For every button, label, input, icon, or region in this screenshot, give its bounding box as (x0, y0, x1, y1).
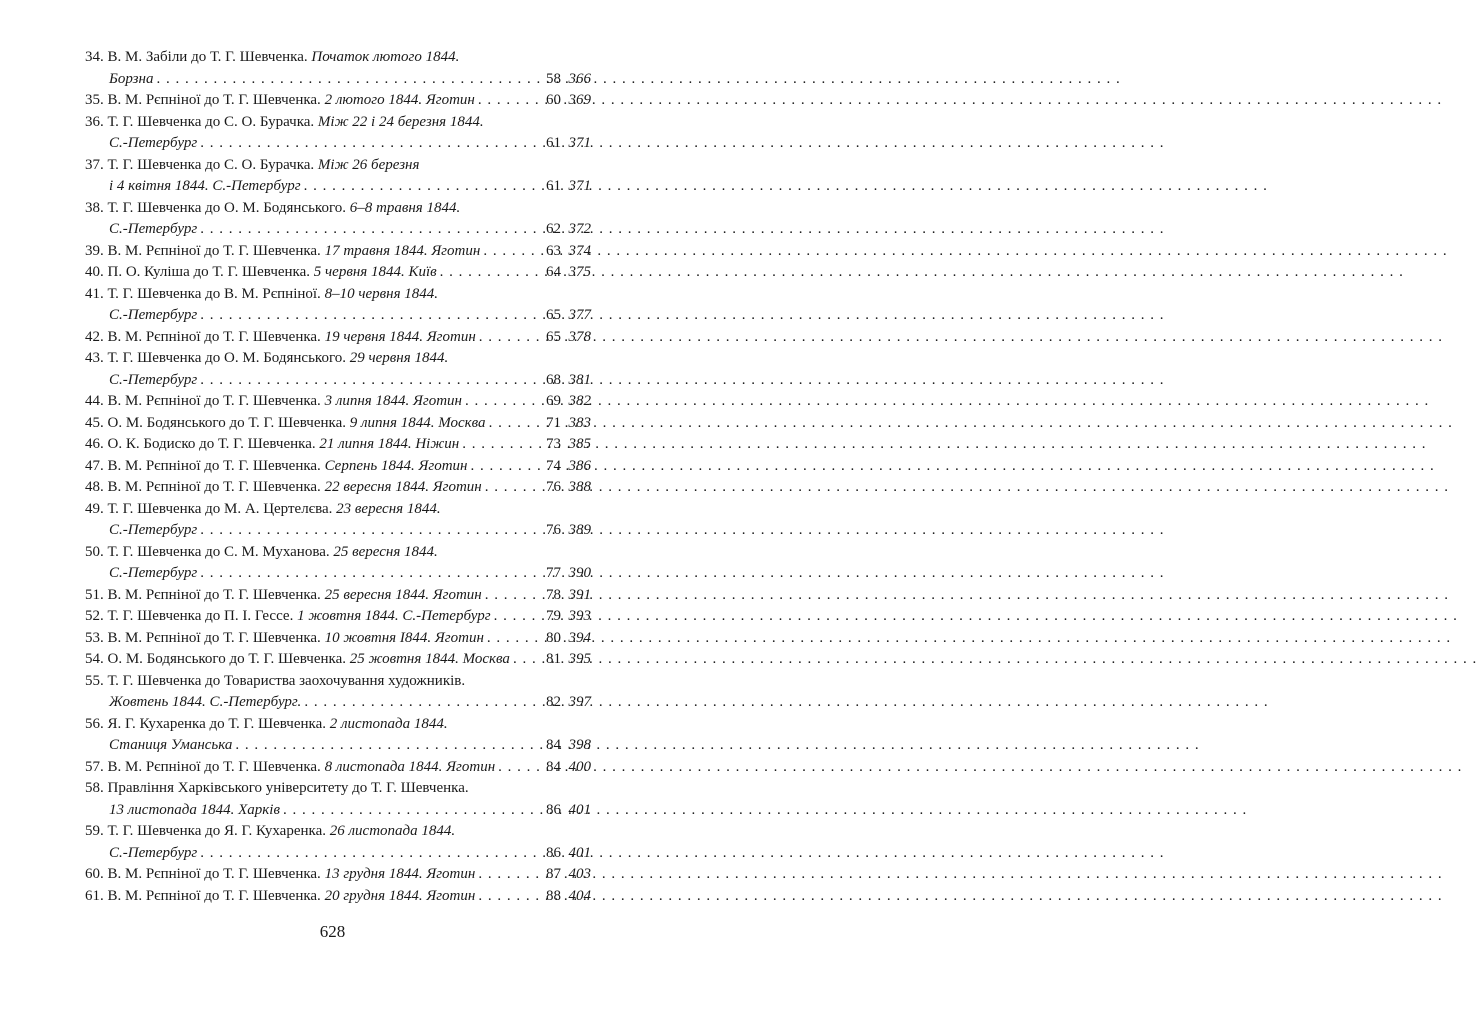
toc-entry (85, 585, 591, 607)
text-page-number: 76 (546, 522, 561, 538)
toc-entry-first-line (85, 628, 591, 650)
entry-date-place: Між 22 і 24 березня 1844. (317, 113, 484, 130)
commentary-page-number: 394 (568, 629, 591, 646)
entry-date-place-continued: Станиця Уманська (109, 737, 233, 753)
commentary-page-number: 401 (568, 801, 591, 818)
entry-correspondents: П. О. Куліша до Т. Г. Шевченка. (107, 264, 311, 280)
dot-leader (485, 585, 532, 607)
entry-number: 55. (85, 672, 104, 689)
entry-title (104, 864, 476, 886)
commentary-page-number: 377 (568, 307, 591, 323)
entry-title (104, 327, 476, 349)
entry-title (104, 348, 448, 370)
commentary-page-number: 401 (568, 844, 591, 861)
entry-title (104, 757, 495, 779)
dot-leader (283, 800, 532, 822)
entry-number: 61. (85, 887, 104, 904)
toc-entry-first-line (85, 284, 591, 306)
entry-title (104, 606, 491, 628)
toc-entry-first-line (85, 821, 591, 843)
dot-leader (156, 69, 532, 91)
entry-correspondents: Т. Г. Шевченка до С. М. Муханова. (107, 543, 330, 560)
entry-date-place: Початок лютого 1844. (311, 49, 460, 65)
toc-entry (85, 757, 591, 779)
entry-number: 34. (85, 49, 104, 65)
text-page-number: 65 (546, 307, 561, 323)
entry-date-place: 20 грудня 1844. Яготин (324, 887, 476, 904)
text-page-number: 84 (546, 758, 561, 775)
entry-date-place: 2 лютого 1844. Яготин (324, 92, 475, 108)
entry-title (104, 628, 484, 650)
entry-number: 46. (85, 436, 104, 452)
entry-correspondents: Т. Г. Шевченка до О. М. Бодянського. (107, 350, 346, 366)
toc-entry (85, 821, 591, 864)
text-page-number: 87 (546, 866, 561, 882)
toc-entry-first-line (85, 671, 591, 693)
entry-date-place: 2 листопада 1844. (329, 715, 448, 732)
entry-correspondents: Т. Г. Шевченка до М. А. Цертелєва. (107, 500, 333, 517)
text-page-number: 80 (546, 629, 561, 646)
toc-entry (85, 671, 591, 714)
toc-entry-continuation-line (85, 843, 591, 865)
text-page-number: 63 (546, 242, 561, 259)
entry-title (104, 112, 484, 134)
toc-entry-first-line (85, 714, 591, 736)
toc-entry-first-line (85, 262, 591, 284)
entry-date-place: 25 жовтня 1844. Москва (349, 651, 510, 667)
toc-entry-first-line (85, 499, 591, 521)
dot-leader (478, 90, 532, 112)
toc-entry-first-line (85, 606, 591, 628)
entry-number: 50. (85, 543, 104, 560)
entry-date-place: 19 червня 1844. Яготин (324, 328, 476, 345)
entry-title (104, 585, 482, 607)
text-page-number: 81 (546, 651, 561, 667)
toc-entry-continuation-line (85, 800, 591, 822)
entry-date-place: 22 вересня 1844. Яготин (324, 479, 482, 495)
commentary-page-number: 375 (568, 264, 591, 280)
text-page-number: 73 (546, 436, 561, 452)
toc-entry (85, 90, 591, 112)
entry-date-place: 1 жовтня 1844. С.-Петербург (297, 608, 491, 624)
toc-entry-first-line (85, 47, 591, 69)
dot-leader (200, 370, 532, 392)
entry-correspondents: В. М. Рєпніної до Т. Г. Шевченка. (107, 479, 321, 495)
entry-number: 42. (85, 328, 104, 345)
entry-title (104, 649, 510, 671)
toc-entry-first-line (85, 778, 591, 800)
dot-leader (200, 563, 532, 585)
toc-entry-first-line (85, 348, 591, 370)
entry-title (104, 391, 462, 413)
toc-entry (85, 348, 591, 391)
entry-number: 51. (85, 586, 104, 603)
entry-date-place: 5 червня 1844. Київ (313, 264, 437, 280)
text-page-number: 86 (546, 844, 561, 861)
entry-date-place-continued: 13 листопада 1844. Харків (109, 801, 280, 818)
toc-entry-first-line (85, 241, 591, 263)
toc-entry-continuation-line (85, 176, 591, 198)
entry-title (104, 671, 465, 693)
toc-entry-first-line (85, 198, 591, 220)
text-page-number: 79 (546, 608, 561, 624)
entry-date-place: 8 листопада 1844. Яготин (324, 758, 496, 775)
commentary-page-number: 390 (568, 565, 591, 581)
dot-leader (462, 434, 532, 456)
entry-correspondents: Т. Г. Шевченка до В. М. Рєпніної. (107, 285, 321, 302)
dot-leader (200, 843, 532, 865)
text-page-number: 74 (546, 457, 561, 474)
entry-number: 53. (85, 629, 104, 646)
toc-entry-continuation-line (85, 692, 591, 714)
entry-number: 48. (85, 479, 104, 495)
entry-date-place: 10 жовтня І844. Яготин (324, 629, 484, 646)
toc-entry-first-line (85, 434, 591, 456)
toc-entry (85, 434, 591, 456)
toc-entry (85, 864, 591, 886)
commentary-page-number: 371 (568, 178, 591, 194)
entry-number: 58. (85, 780, 104, 796)
toc-entry (85, 198, 591, 241)
toc-entry (85, 628, 591, 650)
dot-leader (494, 606, 532, 628)
dot-leader (200, 305, 532, 327)
entry-number: 59. (85, 823, 104, 839)
commentary-page-number: 381 (568, 371, 591, 388)
toc-entry (85, 606, 591, 628)
entry-title (104, 198, 461, 220)
text-page-number: 88 (546, 887, 561, 904)
commentary-page-number: 378 (568, 328, 591, 345)
entry-date-place: Серпень 1844. Яготин (324, 457, 468, 474)
entry-title (104, 413, 486, 435)
entry-number: 40. (85, 264, 104, 280)
entry-correspondents: Т. Г. Шевченка до Товариства заохочування художників. (107, 672, 466, 689)
entry-number: 39. (85, 242, 104, 259)
entry-title (104, 542, 438, 564)
entry-title (104, 241, 481, 263)
toc-entry (85, 112, 591, 155)
entry-title (104, 434, 460, 456)
entry-date-place: 6–8 травня 1844. (349, 199, 461, 216)
entry-date-place: Між 26 березня (317, 156, 420, 173)
dot-leader (478, 864, 532, 886)
toc-entry (85, 542, 591, 585)
entry-correspondents: Т. Г. Шевченка до О. М. Бодянського. (107, 199, 346, 216)
entry-date-place: 9 липня 1844. Москва (349, 414, 486, 431)
entry-title (104, 477, 482, 499)
dot-leader (200, 520, 532, 542)
toc-entry (85, 886, 591, 908)
entry-correspondents: Т. Г. Шевченка до Я. Г. Кухаренка. (107, 823, 326, 839)
entry-correspondents: В. М. Рєпніної до Т. Г. Шевченка. (107, 758, 321, 775)
entry-title (104, 90, 475, 112)
toc-entry-first-line (85, 456, 591, 478)
entry-title (104, 456, 468, 478)
commentary-page-number: 371 (568, 135, 591, 151)
entry-date-place: 25 вересня 1844. (333, 543, 438, 560)
entry-date-place-continued: Борзна (109, 70, 154, 87)
dot-leader (498, 757, 532, 779)
entry-correspondents: В. М. Рєпніної до Т. Г. Шевченка. (107, 629, 321, 646)
toc-entry (85, 284, 591, 327)
entry-correspondents: Я. Г. Кухаренка до Т. Г. Шевченка. (107, 715, 326, 732)
dot-leader (489, 413, 532, 435)
entry-correspondents: В. М. Рєпніної до Т. Г. Шевченка. (107, 586, 321, 603)
entry-date-place: 29 червня 1844. (349, 350, 449, 366)
commentary-page-number: 404 (568, 887, 591, 904)
dot-leader (200, 133, 532, 155)
text-page-number: 61 (546, 135, 561, 151)
toc-entry-first-line (85, 757, 591, 779)
toc-entry-first-line (85, 649, 591, 671)
entry-correspondents: В. М. Рєпніної до Т. Г. Шевченка. (107, 866, 321, 882)
commentary-page-number: 398 (568, 737, 591, 753)
text-page-number: 62 (546, 221, 561, 237)
toc-entry (85, 262, 591, 284)
toc-entry (85, 778, 591, 821)
entry-date-place: 26 листопада 1844. (329, 823, 456, 839)
dot-leader (440, 262, 532, 284)
commentary-page-number: 400 (568, 758, 591, 775)
dot-leader (304, 176, 532, 198)
entry-number: 56. (85, 715, 104, 732)
entry-date-place: 13 грудня 1844. Яготин (324, 866, 476, 882)
entry-number: 49. (85, 500, 104, 517)
toc-entry (85, 649, 591, 671)
entry-number: 47. (85, 457, 104, 474)
entry-number: 60. (85, 866, 104, 882)
entry-correspondents: О. М. Бодянського до Т. Г. Шевченка. (107, 414, 346, 431)
toc-entry (85, 391, 591, 413)
commentary-page-number: 403 (568, 866, 591, 882)
toc-entry-first-line (85, 886, 591, 908)
toc-entry-first-line (85, 112, 591, 134)
text-page-number: 76 (546, 479, 561, 495)
dot-leader (513, 649, 532, 671)
toc-entry (85, 413, 591, 435)
commentary-page-number: 372 (568, 221, 591, 237)
toc-entry-first-line (85, 477, 591, 499)
entry-date-place: 17 травня 1844. Яготин (324, 242, 481, 259)
text-page-number: 84 (546, 737, 561, 753)
dot-leader (304, 692, 532, 714)
commentary-page-number: 383 (568, 414, 591, 431)
entry-date-place-continued: і 4 квітня 1844. С.-Петербург (109, 178, 301, 194)
toc-entry (85, 327, 591, 349)
toc-entry-first-line (85, 864, 591, 886)
toc-entry (85, 477, 591, 499)
toc-entry-first-line (85, 90, 591, 112)
toc-entry (85, 241, 591, 263)
toc-entry-continuation-line (85, 305, 591, 327)
commentary-page-number: 389 (568, 522, 591, 538)
toc-entry-continuation-line (85, 69, 591, 91)
toc-entry-continuation-line (85, 219, 591, 241)
entry-correspondents: О. М. Бодянського до Т. Г. Шевченка. (107, 651, 346, 667)
text-page-number: 71 (546, 414, 561, 431)
toc-entry (85, 155, 591, 198)
toc-entry (85, 714, 591, 757)
entry-correspondents: О. К. Бодиско до Т. Г. Шевченка. (107, 436, 316, 452)
entry-title (104, 821, 455, 843)
text-page-number: 86 (546, 801, 561, 818)
entry-number: 36. (85, 113, 104, 130)
table-of-contents (85, 47, 591, 907)
book-page (0, 0, 665, 1024)
dot-leader (471, 456, 533, 478)
dot-leader (487, 628, 532, 650)
text-page-number: 61 (546, 178, 561, 194)
entry-correspondents: Правління Харківського університету до Т. Г. Шевченка. (107, 780, 469, 796)
entry-correspondents: Т. Г. Шевченка до П. І. Гессе. (107, 608, 294, 624)
dot-leader (483, 241, 532, 263)
toc-entry-continuation-line (85, 370, 591, 392)
entry-correspondents: В. М. Рєпніної до Т. Г. Шевченка. (107, 393, 321, 409)
commentary-page-number: 366 (568, 70, 591, 87)
toc-entry (85, 499, 591, 542)
text-page-number: 69 (546, 393, 561, 409)
dot-leader (465, 391, 532, 413)
entry-number: 38. (85, 199, 104, 216)
entry-number: 57. (85, 758, 104, 775)
entry-correspondents: Т. Г. Шевченка до С. О. Бурачка. (107, 156, 315, 173)
entry-correspondents: В. М. Рєпніної до Т. Г. Шевченка. (107, 328, 321, 345)
dot-leader (485, 477, 532, 499)
text-page-number: 77 (546, 565, 561, 581)
entry-date-place-continued: С.-Петербург (109, 522, 198, 538)
entry-title (104, 284, 438, 306)
entry-date-place: 23 вересня 1844. (336, 500, 441, 517)
dot-leader (200, 219, 532, 241)
commentary-page-number: 391 (568, 586, 591, 603)
entry-date-place: 25 вересня 1844. Яготин (324, 586, 482, 603)
page-number: 628 (319, 922, 346, 941)
entry-title (104, 47, 460, 69)
entry-number: 44. (85, 393, 104, 409)
entry-number: 52. (85, 608, 104, 624)
entry-date-place-continued: Жовтень 1844. С.-Петербург. (109, 694, 302, 710)
toc-entry (85, 47, 591, 90)
text-page-number: 78 (546, 586, 561, 603)
entry-date-place-continued: С.-Петербург (109, 307, 198, 323)
commentary-page-number: 388 (568, 479, 591, 495)
dot-leader (479, 327, 532, 349)
entry-number: 35. (85, 92, 104, 108)
entry-number: 41. (85, 285, 104, 302)
toc-entry-first-line (85, 585, 591, 607)
toc-entry-first-line (85, 391, 591, 413)
text-page-number: 82 (546, 694, 561, 710)
commentary-page-number: 385 (568, 436, 591, 452)
entry-correspondents: В. М. Рєпніної до Т. Г. Шевченка. (107, 457, 321, 474)
entry-date-place: 3 липня 1844. Яготин (324, 393, 463, 409)
toc-entry-first-line (85, 413, 591, 435)
commentary-page-number: 374 (568, 242, 591, 259)
entry-number: 37. (85, 156, 104, 173)
dot-leader (478, 886, 532, 908)
entry-correspondents: В. М. Забіли до Т. Г. Шевченка. (107, 49, 308, 65)
text-page-number: 60 (546, 92, 561, 108)
entry-correspondents: В. М. Рєпніної до Т. Г. Шевченка. (107, 92, 321, 108)
entry-date-place-continued: С.-Петербург (109, 371, 198, 388)
entry-title (104, 155, 420, 177)
toc-entry-continuation-line (85, 735, 591, 757)
entry-title (104, 886, 476, 908)
commentary-page-number: 393 (568, 608, 591, 624)
entry-title (104, 499, 441, 521)
commentary-page-number: 369 (568, 92, 591, 108)
entry-date-place-continued: С.-Петербург (109, 135, 198, 151)
text-page-number: 58 (546, 70, 561, 87)
entry-date-place: 21 липня 1844. Ніжин (319, 436, 460, 452)
entry-correspondents: В. М. Рєпніної до Т. Г. Шевченка. (107, 242, 321, 259)
entry-number: 45. (85, 414, 104, 431)
dot-leader (235, 735, 532, 757)
text-page-number: 64 (546, 264, 561, 280)
entry-date-place-continued: С.-Петербург (109, 565, 198, 581)
toc-entry (85, 456, 591, 478)
toc-entry-first-line (85, 155, 591, 177)
entry-correspondents: В. М. Рєпніної до Т. Г. Шевченка. (107, 887, 321, 904)
toc-entry-continuation-line (85, 133, 591, 155)
entry-date-place-continued: С.-Петербург (109, 844, 198, 861)
entry-number: 43. (85, 350, 104, 366)
toc-entry-first-line (85, 327, 591, 349)
entry-title (104, 714, 448, 736)
toc-entry-first-line (85, 542, 591, 564)
commentary-page-number: 382 (568, 393, 591, 409)
entry-title (104, 262, 437, 284)
commentary-page-number: 395 (568, 651, 591, 667)
commentary-page-number: 397 (568, 694, 591, 710)
entry-date-place-continued: С.-Петербург (109, 221, 198, 237)
entry-title (104, 778, 469, 800)
entry-number: 54. (85, 651, 104, 667)
commentary-page-number: 386 (568, 457, 591, 474)
entry-correspondents: Т. Г. Шевченка до С. О. Бурачка. (107, 113, 315, 130)
entry-date-place: 8–10 червня 1844. (324, 285, 439, 302)
text-page-number: 68 (546, 371, 561, 388)
toc-entry-continuation-line (85, 520, 591, 542)
toc-entry-continuation-line (85, 563, 591, 585)
text-page-number: 65 (546, 328, 561, 345)
